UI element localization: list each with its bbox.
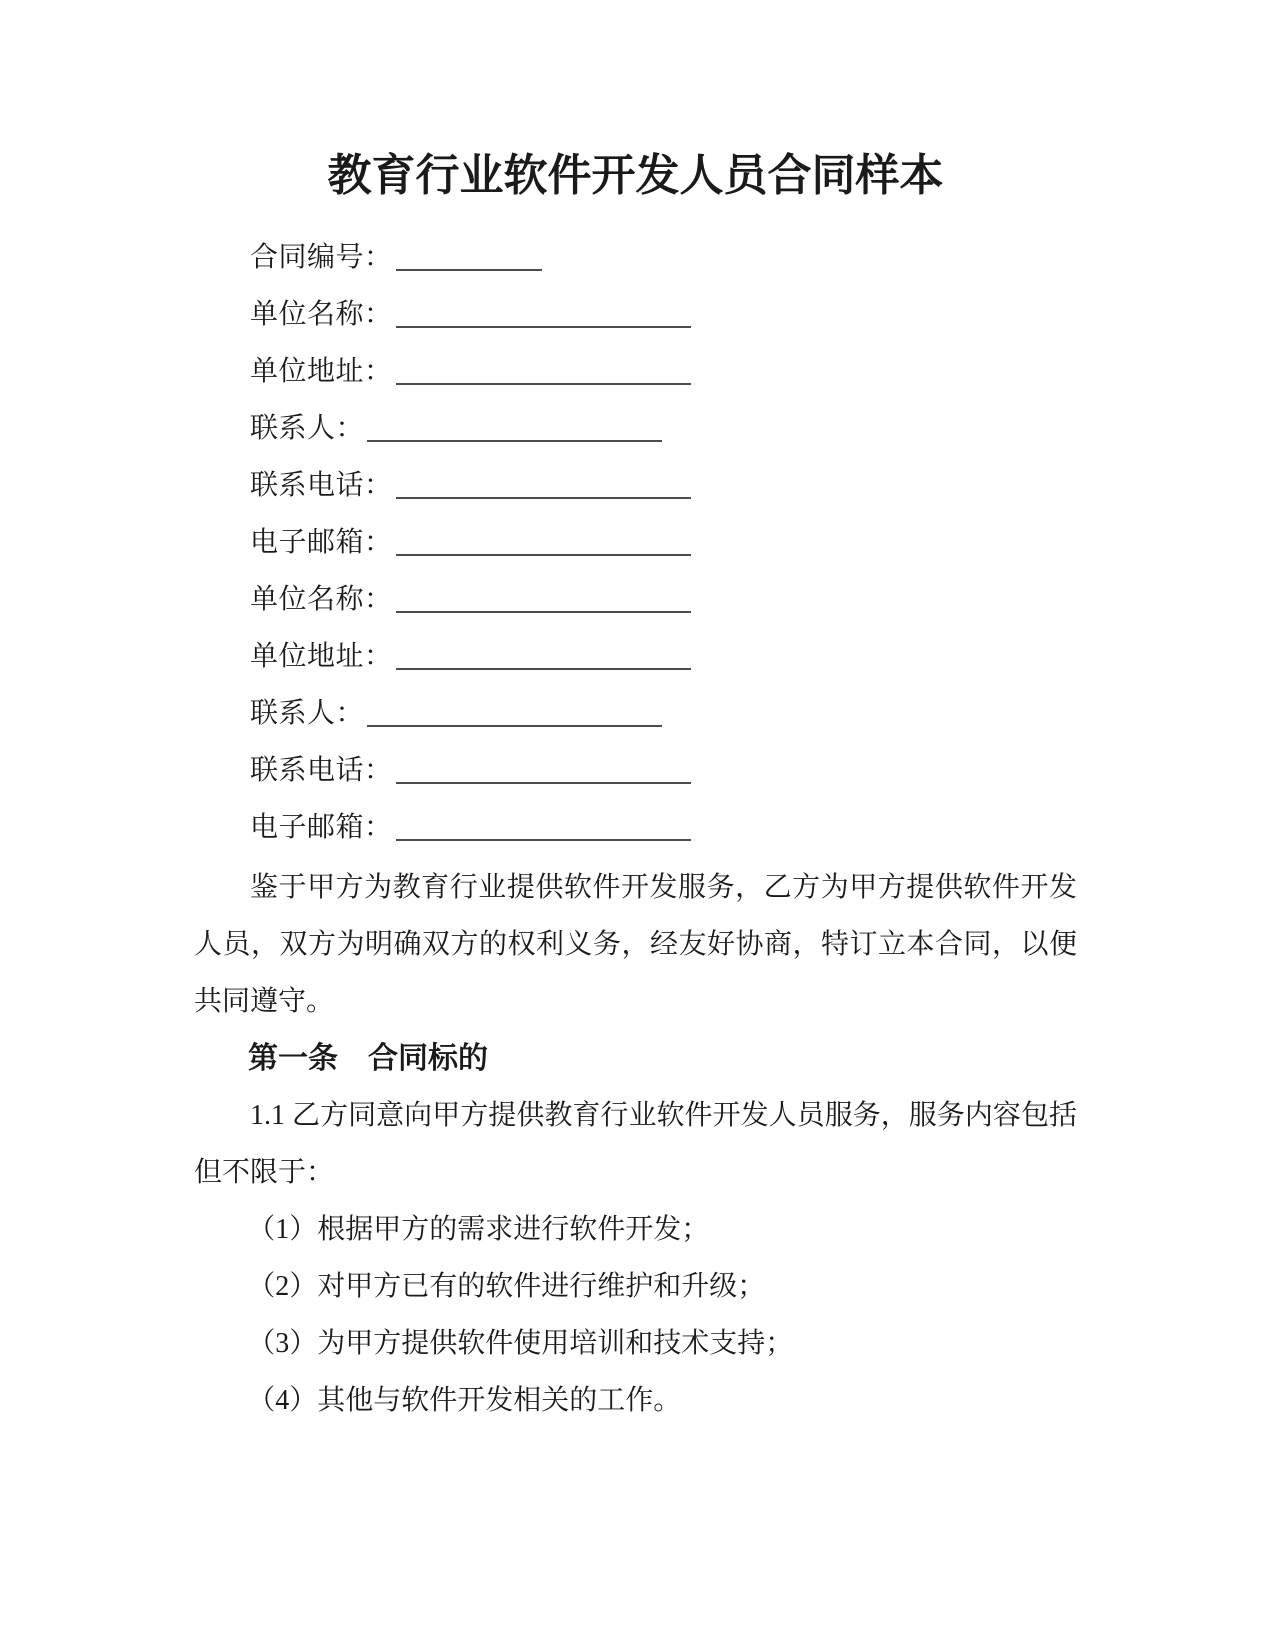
fill-in-blank bbox=[396, 383, 691, 385]
service-item: （4）其他与软件开发相关的工作。 bbox=[247, 1385, 682, 1416]
field-label: 单位地址： bbox=[250, 641, 393, 672]
field-label: 合同编号： bbox=[250, 242, 393, 273]
field-label: 联系人： bbox=[250, 413, 365, 444]
field-row bbox=[194, 400, 1077, 457]
service-item: （3）为甲方提供软件使用培训和技术支持； bbox=[247, 1328, 794, 1359]
clause-1-1: 1.1 乙方同意向甲方提供教育行业软件开发人员服务，服务内容包括但不限于： bbox=[194, 1100, 1077, 1188]
field-label: 单位地址： bbox=[250, 356, 393, 387]
field-row bbox=[194, 628, 1077, 685]
fill-in-blank bbox=[396, 668, 691, 670]
field-row bbox=[194, 457, 1077, 514]
fill-in-blank bbox=[396, 497, 691, 499]
field-row bbox=[194, 286, 1077, 343]
field-label: 单位名称： bbox=[250, 584, 393, 615]
document-title: 教育行业软件开发人员合同样本 bbox=[327, 151, 944, 200]
field-row bbox=[194, 343, 1077, 400]
field-row bbox=[194, 514, 1077, 571]
field-label: 联系人： bbox=[250, 698, 365, 729]
field-row bbox=[194, 229, 1077, 286]
fill-in-blank bbox=[396, 839, 691, 841]
field-row bbox=[194, 742, 1077, 799]
field-row bbox=[194, 685, 1077, 742]
service-item: （2）对甲方已有的软件进行维护和升级； bbox=[247, 1271, 766, 1302]
fill-in-blank bbox=[396, 326, 691, 328]
field-label: 联系电话： bbox=[250, 755, 393, 786]
preamble-paragraph: 鉴于甲方为教育行业提供软件开发服务，乙方为甲方提供软件开发人员，双方为明确双方的权利义务，经友好协商，特订立本合同，以便共同遵守。 bbox=[194, 872, 1077, 1017]
contract-header-fields bbox=[194, 229, 1077, 856]
field-row bbox=[194, 799, 1077, 856]
fill-in-blank bbox=[367, 440, 662, 442]
field-label: 电子邮箱： bbox=[250, 812, 393, 843]
fill-in-blank bbox=[396, 611, 691, 613]
section-1-heading: 第一条 合同标的 bbox=[248, 1042, 488, 1075]
field-label: 电子邮箱： bbox=[250, 527, 393, 558]
service-item: （1）根据甲方的需求进行软件开发； bbox=[247, 1214, 710, 1245]
field-label: 单位名称： bbox=[250, 299, 393, 330]
fill-in-blank bbox=[396, 554, 691, 556]
fill-in-blank bbox=[367, 725, 662, 727]
field-row bbox=[194, 571, 1077, 628]
fill-in-blank bbox=[396, 782, 691, 784]
service-items-list bbox=[194, 1201, 1077, 1429]
field-label: 联系电话： bbox=[250, 470, 393, 501]
fill-in-blank bbox=[396, 269, 542, 271]
